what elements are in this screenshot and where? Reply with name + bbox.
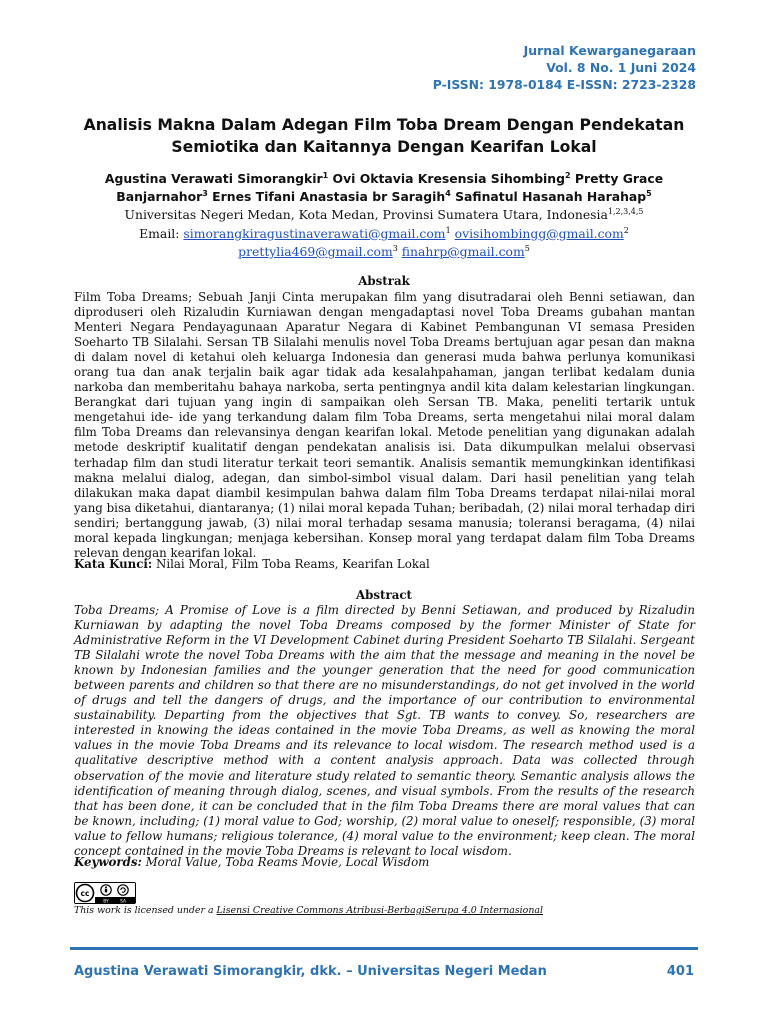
- sa-glyph: SA: [119, 899, 127, 903]
- email-sup: 2: [623, 225, 629, 235]
- paper-title: Analisis Makna Dalam Adegan Film Toba Dream Dengan Pendekatan Semiotika dan Kaitannya Dengan Kearifan Lokal: [83, 116, 685, 156]
- email-sup: 3: [392, 243, 398, 253]
- by-glyph: BY: [103, 899, 109, 903]
- license-line: [74, 905, 543, 916]
- author-sup: 1: [322, 170, 329, 180]
- email-line: [70, 225, 698, 243]
- page-number: 401: [666, 964, 694, 979]
- author-sup: 5: [646, 189, 652, 199]
- author-name: Safinatul Hasanah Harahap: [455, 189, 647, 205]
- affiliation-text: Universitas Negeri Medan, Kota Medan, Provinsi Sumatera Utara, Indonesia: [124, 207, 608, 223]
- email-link[interactable]: prettylia469@gmail.com: [238, 243, 393, 259]
- cc-glyph: cc: [80, 889, 90, 898]
- keywords-text: Moral Value, Toba Reams Movie, Local Wisdom: [145, 855, 430, 869]
- email-line: [70, 243, 698, 261]
- author-name: Pretty Grace Banjarnahor: [116, 171, 664, 205]
- email-link[interactable]: finahrp@gmail.com: [401, 243, 525, 259]
- journal-name: Jurnal Kewarganegaraan: [523, 43, 696, 58]
- affiliation: [70, 206, 698, 224]
- authors-block: [70, 170, 698, 261]
- keywords-line: [74, 855, 695, 870]
- keywords-label: Keywords:: [74, 855, 142, 869]
- email-link[interactable]: ovisihombingg@gmail.com: [454, 225, 624, 241]
- abstract-heading: Abstract: [356, 588, 412, 602]
- license-prefix: This work is licensed under a: [74, 905, 217, 916]
- author-sup: 2: [565, 170, 571, 180]
- author-list: [70, 170, 698, 206]
- author-sup: 3: [202, 189, 208, 199]
- author-name: Ovi Oktavia Kresensia Sihombing: [332, 171, 565, 186]
- footer-rule: [70, 947, 698, 950]
- author-sup: 4: [445, 189, 451, 199]
- affiliation-sup: 1,2,3,4,5: [607, 207, 644, 217]
- journal-volume: Vol. 8 No. 1 Juni 2024: [546, 60, 696, 75]
- license-link[interactable]: Lisensi Creative Commons Atribusi-BerbagiSerupa 4.0 Internasional: [216, 905, 543, 916]
- author-name: Ernes Tifani Anastasia br Saragih: [212, 189, 446, 205]
- journal-issn: P-ISSN: 1978-0184 E-ISSN: 2723-2328: [432, 77, 696, 92]
- abstrak-body: Film Toba Dreams; Sebuah Janji Cinta merupakan film yang disutradarai oleh Benni setiawan, dan diproduseri oleh Rizaludin Kurniawan dengan mengadaptasi novel Toba Dreams gubahan mantan Menteri Negara Pendayagunaan Aparatur Negara di Kabinet Pembangunan VI semasa Presiden Soeharto TB Silalahi. Sersan TB Silalahi menulis novel Toba Dreams bertujuan agar pesan dan makna di dalam novel di ketahui oleh keluarga Indonesia dan generasi muda bahwa perlunya komunikasi orang tua dan anak terjalin baik agar tidak ada kesalahpahaman, jangan terlibat kedalam dunia narkoba dan memberitahu bahaya narkoba, serta pentingnya andil kita dalam kelestarian lingkungan. Berangkat dari tujuan yang ingin di sampaikan oleh Sersan TB. Maka, peneliti tertarik untuk mengetahui ide- ide yang terkandung dalam film Toba Dreams, serta mengetahui nilai moral dalam film Toba Dreams dan relevansinya dengan kearifan lokal. Metode penelitian yang digunakan adalah metode deskriptif kualitatif dengan pendekatan analisis isi. Data dikumpulkan melalui observasi terhadap film dan studi literatur terkait teori semantik. Analisis semantik memungkinkan identifikasi makna melalui dialog, adegan, dan simbol-simbol visual dalam. Dari hasil penelitian yang telah dilakukan maka dapat diambil kesimpulan bahwa dalam film Toba Dreams terdapat nilai-nilai moral yang bisa diketahui, diantaranya; (1) nilai moral kepada Tuhan; beribadah, (2) nilai moral terhadap diri sendiri; bertanggung jawab, (3) nilai moral terhadap sesama manusia; toleransi beragama, (4) nilai moral kepada lingkungan; menjaga kebersihan. Konsep moral yang terdapat dalam film Toba Dreams relevan dengan kearifan lokal.: [74, 290, 695, 560]
- email-label: Email:: [139, 225, 180, 241]
- email-sup: 5: [524, 243, 530, 253]
- email-link[interactable]: simorangkiragustinaverawati@gmail.com: [183, 225, 446, 241]
- footer-author-line: Agustina Verawati Simorangkir, dkk. – Universitas Negeri Medan: [74, 964, 547, 979]
- cc-by-sa-icon[interactable]: [74, 882, 136, 904]
- abstract-body: Toba Dreams; A Promise of Love is a film directed by Benni Setiawan, and produced by Rizaludin Kurniawan by adapting the novel Toba Dreams composed by the former Minister of State for Administrative Reform in the VI Development Cabinet during President Soeharto TB Silalahi. Sergeant TB Silalahi wrote the novel Toba Dreams with the aim that the message and meaning in the novel be known by Indonesian families and the younger generation that the need for good communication between parents and children so that there are no misunderstandings, do not get involved in the world of drugs and tell the dangers of drugs, and the importance of our contribution to environmental sustainability. Departing from the objectives that Sgt. TB wants to convey. So, researchers are interested in knowing the ideas contained in the movie Toba Dreams, as well as knowing the moral values in the movie Toba Dreams and its relevance to local wisdom. The research method used is a qualitative descriptive method with a content analysis approach. Data was collected through observation of the movie and literature study related to semantic theory. Semantic analysis allows the identification of meaning through dialog, scenes, and visual symbols. From the results of the research that has been done, it can be concluded that in the film Toba Dreams there are moral values that can be known, including; (1) moral value to God; worship, (2) moral value to oneself; responsible, (3) moral value to fellow humans; religious tolerance, (4) moral value to the environment; keep clean. The moral concept contained in the movie Toba Dreams is relevant to local wisdom.: [74, 603, 695, 858]
- abstrak-heading: Abstrak: [358, 274, 410, 288]
- journal-header: [433, 42, 696, 93]
- author-name: Agustina Verawati Simorangkir: [104, 171, 323, 186]
- kata-kunci-text: Nilai Moral, Film Toba Reams, Kearifan Lokal: [156, 557, 430, 571]
- kata-kunci-label: Kata Kunci:: [74, 557, 153, 571]
- kata-kunci-line: [74, 557, 695, 572]
- email-sup: 1: [445, 225, 451, 235]
